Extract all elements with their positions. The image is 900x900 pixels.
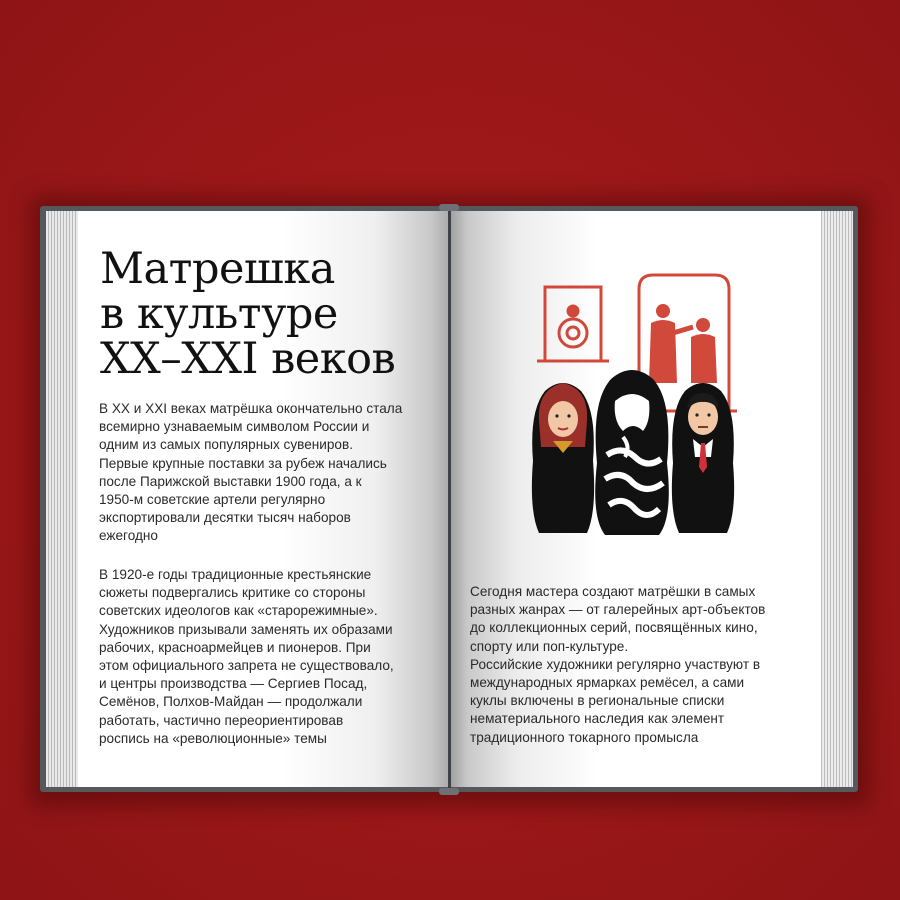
frame-target-icon — [537, 287, 609, 361]
text-line: до коллекционных серий, посвящённых кино, — [470, 620, 758, 636]
text-line: одним из самых популярных сувениров. — [99, 437, 353, 453]
text-line: В XX и XXI веках матрёшка окончательно стала — [99, 401, 403, 416]
text-line: рабочих, красноармейцев и пионеров. При — [99, 639, 371, 655]
text-line: после Парижской выставки 1900 года, а к — [99, 473, 362, 489]
text-line: советских идеологов как «старорежимные». — [99, 603, 378, 619]
text-line: В 1920-е годы традиционные крестьянские — [99, 567, 372, 582]
spine-clip-bottom — [439, 788, 459, 795]
spine-clip-top — [439, 204, 459, 211]
text-line: Семёнов, Полхов-Майдан — продолжали — [99, 694, 363, 710]
paragraph-history — [99, 400, 441, 546]
text-line: спорту или поп-культуре. — [470, 638, 629, 654]
text-line: этом официального запрета не существовало, — [99, 658, 394, 674]
text-line: роспись на «революционные» темы — [99, 730, 327, 746]
text-line: традиционного токарного промысла — [470, 729, 699, 745]
page-edges-left — [46, 211, 82, 787]
page-title — [100, 244, 440, 384]
text-line: всемирно узнаваемым символом России и — [99, 419, 370, 435]
text-line: Сегодня мастера создают матрёшки в самых — [470, 584, 756, 599]
paragraph-soviet-era — [99, 566, 441, 748]
text-line: куклы включены в региональные списки — [470, 693, 725, 709]
title-line: XX–XXI веков — [100, 334, 396, 384]
text-line: Первые крупные поставки за рубеж начались — [99, 455, 387, 471]
text-line: Российские художники регулярно участвуют в — [470, 656, 761, 672]
paragraph-modern — [470, 583, 810, 747]
text-line: ежегодно — [99, 528, 158, 544]
matryoshka-trio-illustration — [527, 271, 737, 541]
title-line: Матрешка — [100, 244, 335, 294]
page-edges-right — [818, 211, 853, 787]
left-page — [78, 211, 450, 787]
text-line: международных ярмарках ремёсел, а сами — [470, 675, 745, 691]
text-line: разных жанрах — от галерейных арт-объектов — [470, 602, 766, 618]
text-line: и центры производства — Сергиев Посад, — [99, 676, 368, 692]
text-line: работать, частично переориентировав — [99, 712, 344, 728]
text-line: сюжеты подвергались критике со стороны — [99, 585, 366, 601]
book-spine — [448, 206, 451, 792]
text-line: Художников призывали заменять их образами — [99, 621, 393, 637]
matryoshka-woman-icon — [532, 383, 594, 533]
title-line: в культуре — [100, 289, 338, 339]
text-line: нематериального наследия как элемент — [470, 711, 725, 727]
matryoshka-abstract-icon — [595, 370, 669, 535]
matryoshka-man-icon — [672, 383, 734, 533]
text-line: экспортировали десятки тысяч наборов — [99, 510, 351, 526]
right-page — [449, 211, 821, 787]
text-line: 1950-м советские артели регулярно — [99, 492, 326, 508]
